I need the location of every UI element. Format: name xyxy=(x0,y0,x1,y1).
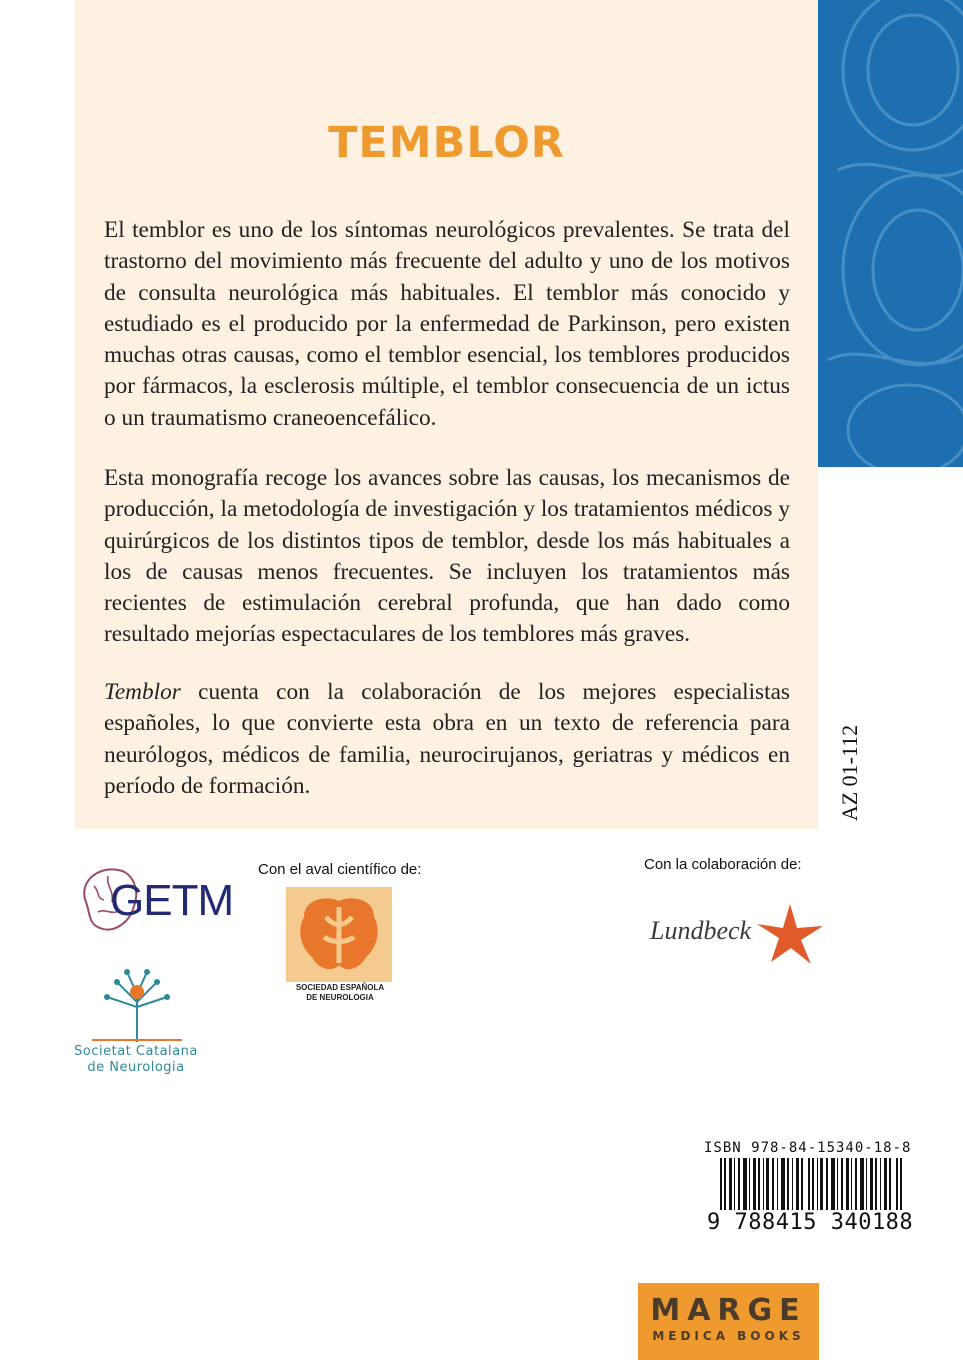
isbn-label: ISBN 978-84-15340-18-8 xyxy=(704,1140,912,1156)
lundbeck-logo xyxy=(645,902,825,972)
title-italic: Temblor xyxy=(104,679,181,705)
neuron-tree-icon xyxy=(92,962,182,1044)
description-paragraph-3 xyxy=(104,677,790,802)
scn-caption xyxy=(70,1044,202,1075)
publisher-logo xyxy=(638,1283,819,1360)
starfish-icon xyxy=(645,902,825,972)
scn-logo xyxy=(92,962,182,1044)
brain-scan-image xyxy=(818,0,963,467)
collaboration-label: Con la colaboración de: xyxy=(644,856,802,873)
lundbeck-wordmark: Lundbeck xyxy=(650,916,752,945)
reference-code: AZ 01-112 xyxy=(837,724,862,822)
getm-logo xyxy=(78,862,234,942)
scn-caption-line-2: de Neurologia xyxy=(87,1059,185,1075)
getm-text: GETM xyxy=(110,876,234,925)
publisher-name: MARGE xyxy=(650,1293,807,1328)
description-paragraph-1: El temblor es uno de los síntomas neurológicos prevalentes. Se trata del trastorno del movimiento más frecuente del adulto y uno de los motivos de consulta neurológica más habituales. El temblor más conocido y estudiado es el producido por la enfermedad de Parkinson, pero existen muchas otras causas, como el temblor esencial, los temblores producidos por fármacos, la esclerosis múltiple, el temblor consecuencia de un ictus o un traumatismo craneoencefálico. xyxy=(104,217,790,431)
description-paragraph-2: Esta monografía recoge los avances sobre las causas, los mecanismos de producción, la metodología de investigación y los tratamientos médicos y quirúrgicos de los distintos tipos de temblor, desde los más habituales a los de causas menos frecuentes. Se incluyen los tratamientos más recientes de estimulación cerebral profunda, que han dado como resultado mejorías espectaculares de los temblores más graves. xyxy=(104,465,790,648)
sen-caption-line-1: SOCIEDAD ESPAÑOLA xyxy=(295,983,385,992)
sen-logo xyxy=(286,887,392,982)
scn-caption-line-1: Societat Catalana xyxy=(74,1044,198,1059)
brain-section-icon xyxy=(286,887,392,982)
sen-caption-line-2: DE NEUROLOGIA xyxy=(306,993,374,1002)
publisher-subtitle: MEDICA BOOKS xyxy=(652,1329,805,1343)
barcode xyxy=(720,1158,906,1216)
book-title: TEMBLOR xyxy=(328,118,565,168)
sen-caption xyxy=(280,983,400,1003)
scientific-endorsement-label: Con el aval científico de: xyxy=(258,861,422,878)
barcode-digits: 9 788415 340188 xyxy=(707,1210,914,1235)
paragraph-3-text: cuenta con la colaboración de los mejores especialistas españoles, lo que convierte esta obra en un texto de referencia para neurólogos, médicos de familia, neurocirujanos, geriatras y médicos en período de formación. xyxy=(104,679,790,799)
